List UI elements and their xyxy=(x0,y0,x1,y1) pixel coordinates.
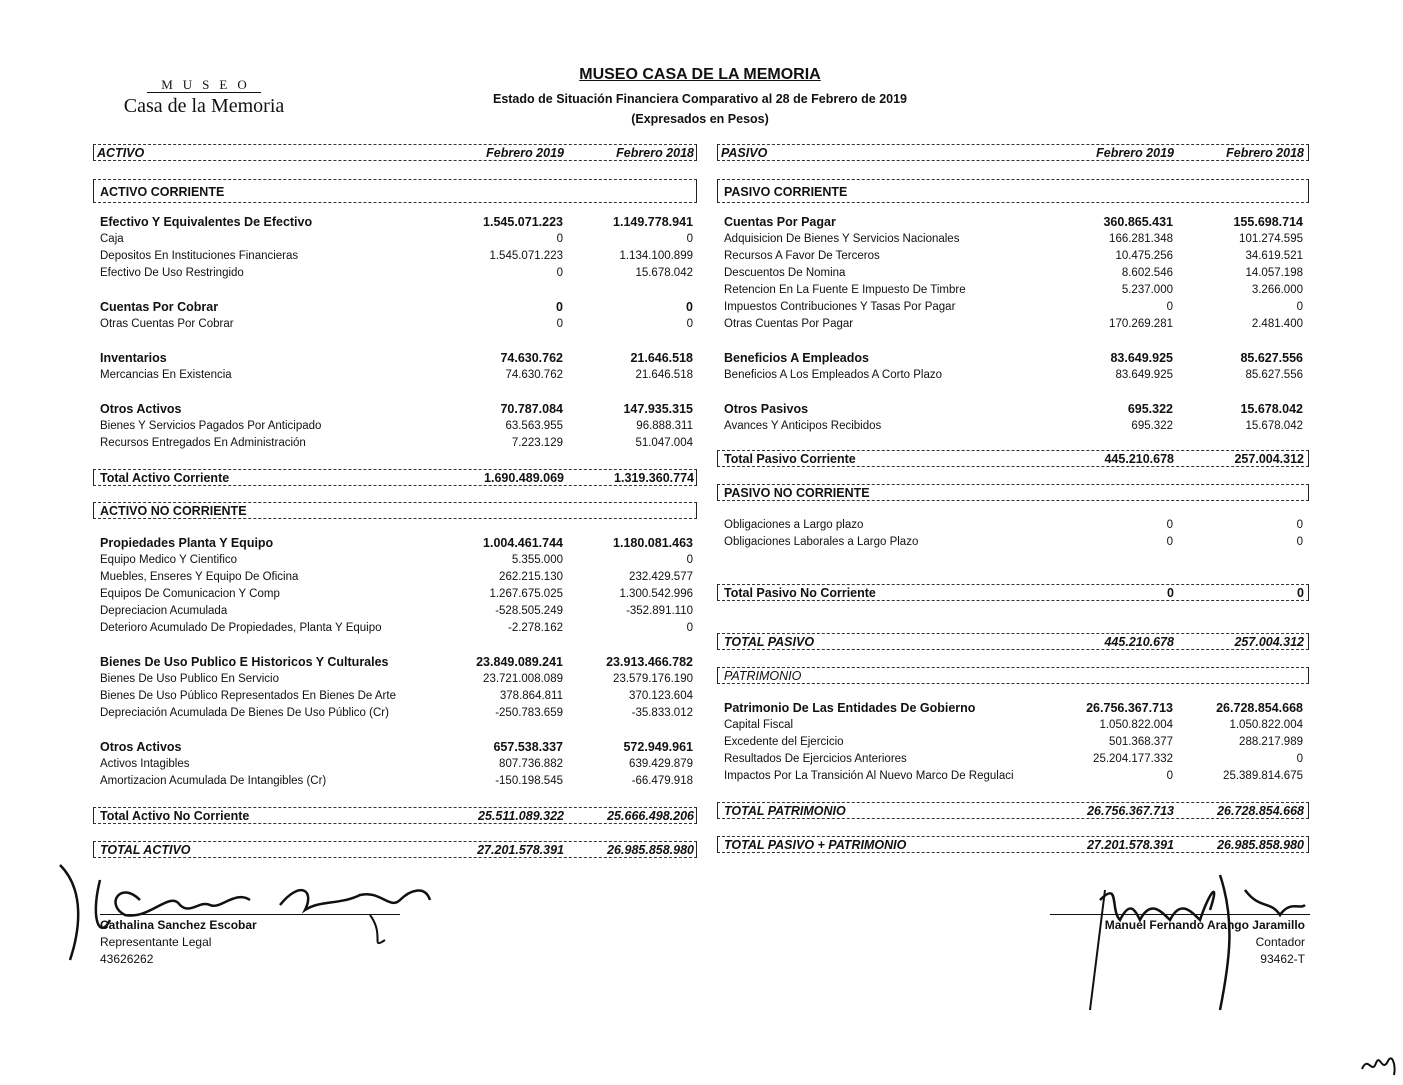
value-2018: 0 xyxy=(1296,753,1303,765)
section-title: ACTIVO NO CORRIENTE xyxy=(100,504,247,518)
value-2019: 0 xyxy=(1166,301,1173,313)
item-row xyxy=(717,418,1309,435)
value-2018: 0 xyxy=(1296,519,1303,531)
value-2019: 5.237.000 xyxy=(1121,284,1173,296)
right-signature-block xyxy=(1020,917,1305,968)
group-label: Inventarios xyxy=(100,351,167,365)
value-2018: 1.134.100.899 xyxy=(619,250,693,262)
value-2019: 445.210.678 xyxy=(1104,635,1174,649)
value-2019: 0 xyxy=(1166,770,1173,782)
item-row xyxy=(93,705,697,722)
item-label: Muebles, Enseres Y Equipo De Oficina xyxy=(100,571,299,583)
value-2018: 0 xyxy=(686,622,693,634)
group-label: Otros Pasivos xyxy=(724,402,809,416)
group-label: Patrimonio De Las Entidades De Gobierno xyxy=(724,701,976,715)
item-row xyxy=(93,688,697,705)
activo-header-row xyxy=(93,144,697,161)
value-2019: 25.204.177.332 xyxy=(1093,753,1173,765)
item-label: Resultados De Ejercicios Anteriores xyxy=(724,753,907,765)
value-2019: 657.538.337 xyxy=(493,740,563,754)
item-label: Recursos A Favor De Terceros xyxy=(724,250,880,262)
group-row xyxy=(93,299,697,316)
col-2019-label: Febrero 2019 xyxy=(486,146,564,160)
value-2018: 639.429.879 xyxy=(629,758,693,770)
item-row xyxy=(717,316,1309,333)
value-2019: 0 xyxy=(556,233,563,245)
value-2018: 85.627.556 xyxy=(1245,369,1303,381)
document-title: MUSEO CASA DE LA MEMORIA xyxy=(579,66,821,83)
item-row xyxy=(93,435,697,452)
item-row xyxy=(717,367,1309,384)
value-2018: 26.728.854.668 xyxy=(1216,701,1303,715)
value-2018: 1.050.822.004 xyxy=(1229,719,1303,731)
group-row xyxy=(93,535,697,552)
item-label: Depositos En Instituciones Financieras xyxy=(100,250,299,262)
value-2018: 370.123.604 xyxy=(629,690,693,702)
value-2018: 15.678.042 xyxy=(1245,420,1303,432)
item-label: Recursos Entregados En Administración xyxy=(100,437,306,449)
item-row xyxy=(717,534,1309,551)
currency-note: (Expresados en Pesos) xyxy=(631,112,769,126)
total-label: Total Pasivo Corriente xyxy=(724,452,856,466)
value-2018: 26.985.858.980 xyxy=(1217,838,1304,852)
item-row xyxy=(717,282,1309,299)
value-2018: 0 xyxy=(1297,586,1304,600)
museum-logo xyxy=(104,76,304,117)
value-2019: 74.630.762 xyxy=(505,369,563,381)
group-row xyxy=(717,700,1309,717)
item-row xyxy=(717,231,1309,248)
item-row xyxy=(93,552,697,569)
signer-role: Contador xyxy=(1255,935,1305,949)
item-row xyxy=(93,248,697,265)
value-2019: 74.630.762 xyxy=(500,351,563,365)
total-label: TOTAL ACTIVO xyxy=(100,843,191,857)
value-2019: 10.475.256 xyxy=(1115,250,1173,262)
value-2019: 0 xyxy=(556,300,563,314)
signer-id: 43626262 xyxy=(100,952,154,966)
value-2018: 0 xyxy=(686,554,693,566)
value-2018: 3.266.000 xyxy=(1251,284,1303,296)
value-2019: 1.545.071.223 xyxy=(483,215,563,229)
value-2019: 26.756.367.713 xyxy=(1087,804,1174,818)
value-2018: 0 xyxy=(686,300,693,314)
value-2018: 572.949.961 xyxy=(623,740,693,754)
item-label: Otras Cuentas Por Pagar xyxy=(724,318,854,330)
value-2018: 0 xyxy=(1296,536,1303,548)
item-label: Efectivo De Uso Restringido xyxy=(100,267,244,279)
item-row xyxy=(717,751,1309,768)
total-label: Total Activo Corriente xyxy=(100,471,230,485)
value-2019: 262.215.130 xyxy=(499,571,563,583)
value-2019: 807.736.882 xyxy=(499,758,563,770)
activo-corriente-section xyxy=(93,179,697,203)
group-label: Cuentas Por Pagar xyxy=(724,215,836,229)
value-2018: 15.678.042 xyxy=(635,267,693,279)
patrimonio-header-row xyxy=(717,667,1309,684)
value-2019: 0 xyxy=(1167,586,1174,600)
value-2018: -66.479.918 xyxy=(631,775,693,787)
item-label: Bienes De Uso Publico En Servicio xyxy=(100,673,279,685)
section-title: PASIVO NO CORRIENTE xyxy=(724,486,870,500)
value-2019: 7.223.129 xyxy=(511,437,563,449)
value-2019: 695.322 xyxy=(1127,402,1173,416)
value-2018: 51.047.004 xyxy=(635,437,693,449)
group-row xyxy=(93,401,697,418)
item-label: Excedente del Ejercicio xyxy=(724,736,844,748)
value-2018: 0 xyxy=(1296,301,1303,313)
total-label: TOTAL PASIVO xyxy=(724,635,815,649)
value-2018: 155.698.714 xyxy=(1233,215,1303,229)
total-patrimonio-row xyxy=(717,802,1309,819)
value-2019: 26.756.367.713 xyxy=(1086,701,1173,715)
col-2018-label: Febrero 2018 xyxy=(1226,146,1304,160)
item-label: Depreciación Acumulada De Bienes De Uso Público (Cr) xyxy=(100,707,389,719)
item-row xyxy=(93,265,697,282)
total-label: Total Activo No Corriente xyxy=(100,809,250,823)
value-2019: 70.787.084 xyxy=(500,402,563,416)
value-2018: 26.985.858.980 xyxy=(607,843,694,857)
value-2018: 25.389.814.675 xyxy=(1223,770,1303,782)
value-2019: 0 xyxy=(1166,536,1173,548)
signer-name: Manuel Fernando Arango Jaramillo xyxy=(1104,918,1305,932)
total-pasivo-row xyxy=(717,633,1309,650)
value-2019: 83.649.925 xyxy=(1115,369,1173,381)
group-label: Otros Activos xyxy=(100,740,182,754)
group-label: Beneficios A Empleados xyxy=(724,351,869,365)
item-label: Impactos Por La Transición Al Nuevo Marco De Regulaci xyxy=(724,770,1014,782)
value-2019: 1.690.489.069 xyxy=(484,471,564,485)
item-label: Obligaciones a Largo plazo xyxy=(724,519,864,531)
item-row xyxy=(717,517,1309,534)
value-2019: 63.563.955 xyxy=(505,420,563,432)
value-2018: 1.319.360.774 xyxy=(614,471,694,485)
item-label: Obligaciones Laborales a Largo Plazo xyxy=(724,536,919,548)
item-label: Bienes Y Servicios Pagados Por Anticipado xyxy=(100,420,322,432)
logo-museo-text: MUSEO xyxy=(147,77,261,93)
value-2019: 5.355.000 xyxy=(511,554,563,566)
value-2018: 0 xyxy=(686,233,693,245)
value-2019: 0 xyxy=(556,267,563,279)
item-label: Impuestos Contribuciones Y Tasas Por Pagar xyxy=(724,301,956,313)
item-row xyxy=(93,603,697,620)
group-row xyxy=(93,350,697,367)
group-label: Efectivo Y Equivalentes De Efectivo xyxy=(100,215,313,229)
value-2018: 101.274.595 xyxy=(1239,233,1303,245)
group-row xyxy=(717,214,1309,231)
total-activo-corriente-row xyxy=(93,469,697,486)
item-label: Amortizacion Acumulada De Intangibles (Cr) xyxy=(100,775,327,787)
item-label: Capital Fiscal xyxy=(724,719,794,731)
total-activo-no-corriente-row xyxy=(93,807,697,824)
value-2019: -150.198.545 xyxy=(495,775,563,787)
value-2018: 15.678.042 xyxy=(1240,402,1303,416)
activo-no-corriente-section xyxy=(93,502,697,519)
value-2019: 501.368.377 xyxy=(1109,736,1173,748)
item-row xyxy=(93,671,697,688)
value-2019: 378.864.811 xyxy=(499,690,563,702)
value-2019: 27.201.578.391 xyxy=(1087,838,1174,852)
group-row xyxy=(93,654,697,671)
item-label: Deterioro Acumulado De Propiedades, Planta Y Equipo xyxy=(100,622,382,634)
value-2018: 232.429.577 xyxy=(629,571,693,583)
value-2018: 288.217.989 xyxy=(1239,736,1303,748)
pasivo-corriente-section xyxy=(717,179,1309,203)
value-2019: 23.849.089.241 xyxy=(476,655,563,669)
value-2019: 170.269.281 xyxy=(1109,318,1173,330)
value-2018: 1.180.081.463 xyxy=(613,536,693,550)
item-row xyxy=(717,299,1309,316)
value-2019: 23.721.008.089 xyxy=(483,673,563,685)
group-label: Bienes De Uso Publico E Historicos Y Culturales xyxy=(100,655,389,669)
item-row xyxy=(93,569,697,586)
item-row xyxy=(717,717,1309,734)
initials-mark xyxy=(1358,1045,1400,1081)
value-2018: 147.935.315 xyxy=(623,402,693,416)
group-row xyxy=(717,350,1309,367)
value-2018: 14.057.198 xyxy=(1245,267,1303,279)
value-2018: 257.004.312 xyxy=(1234,452,1304,466)
value-2018: 34.619.521 xyxy=(1245,250,1303,262)
value-2019: 0 xyxy=(556,318,563,330)
value-2019: -250.783.659 xyxy=(495,707,563,719)
value-2018: 257.004.312 xyxy=(1234,635,1304,649)
pasivo-heading: PASIVO xyxy=(721,146,768,160)
value-2018: 85.627.556 xyxy=(1240,351,1303,365)
total-label: TOTAL PASIVO + PATRIMONIO xyxy=(724,838,907,852)
value-2019: 445.210.678 xyxy=(1104,452,1174,466)
item-label: Avances Y Anticipos Recibidos xyxy=(724,420,882,432)
section-title: ACTIVO CORRIENTE xyxy=(100,185,225,199)
signer-role: Representante Legal xyxy=(100,935,212,949)
item-label: Depreciacion Acumulada xyxy=(100,605,228,617)
group-label: Propiedades Planta Y Equipo xyxy=(100,536,274,550)
pasivo-column xyxy=(717,144,1309,853)
left-signature-block xyxy=(100,917,257,968)
item-row xyxy=(717,768,1309,785)
pasivo-no-corriente-section xyxy=(717,484,1309,501)
item-row xyxy=(93,586,697,603)
item-row xyxy=(93,231,697,248)
col-2018-label: Febrero 2018 xyxy=(616,146,694,160)
group-row xyxy=(717,401,1309,418)
value-2018: 1.300.542.996 xyxy=(619,588,693,600)
value-2019: -528.505.249 xyxy=(495,605,563,617)
value-2019: 360.865.431 xyxy=(1103,215,1173,229)
item-row xyxy=(93,418,697,435)
item-label: Beneficios A Los Empleados A Corto Plazo xyxy=(724,369,942,381)
item-row xyxy=(93,367,697,384)
value-2018: 0 xyxy=(686,318,693,330)
activo-heading: ACTIVO xyxy=(97,146,145,160)
col-2019-label: Febrero 2019 xyxy=(1096,146,1174,160)
value-2018: 26.728.854.668 xyxy=(1217,804,1304,818)
pasivo-header-row xyxy=(717,144,1309,161)
value-2018: 21.646.518 xyxy=(630,351,693,365)
logo-casa-text: Casa de la Memoria xyxy=(123,95,285,117)
item-row xyxy=(93,620,697,637)
item-label: Activos Intagibles xyxy=(100,758,190,770)
total-pasivo-no-corriente-row xyxy=(717,584,1309,601)
group-row xyxy=(93,739,697,756)
value-2019: 166.281.348 xyxy=(1109,233,1173,245)
item-label: Descuentos De Nomina xyxy=(724,267,846,279)
item-label: Retencion En La Fuente E Impuesto De Timbre xyxy=(724,284,966,296)
total-label: Total Pasivo No Corriente xyxy=(724,586,876,600)
signer-id: 93462-T xyxy=(1260,952,1305,966)
value-2019: 83.649.925 xyxy=(1110,351,1173,365)
value-2019: 695.322 xyxy=(1131,420,1173,432)
item-label: Mercancias En Existencia xyxy=(100,369,232,381)
group-label: Otros Activos xyxy=(100,402,182,416)
total-pasivo-patrimonio-row xyxy=(717,836,1309,853)
value-2018: -35.833.012 xyxy=(631,707,693,719)
item-label: Caja xyxy=(100,233,124,245)
item-label: Adquisicion De Bienes Y Servicios Nacionales xyxy=(724,233,960,245)
item-label: Otras Cuentas Por Cobrar xyxy=(100,318,234,330)
value-2018: -352.891.110 xyxy=(626,605,693,617)
item-row xyxy=(93,756,697,773)
group-row xyxy=(93,214,697,231)
value-2019: 0 xyxy=(1166,519,1173,531)
item-row xyxy=(717,265,1309,282)
signer-name: Cathalina Sanchez Escobar xyxy=(100,918,257,932)
value-2019: 25.511.089.322 xyxy=(478,809,564,823)
section-title: PASIVO CORRIENTE xyxy=(724,185,848,199)
total-pasivo-corriente-row xyxy=(717,450,1309,467)
total-activo-row xyxy=(93,841,697,858)
item-row xyxy=(717,248,1309,265)
document-subtitle: Estado de Situación Financiera Comparativo al 28 de Febrero de 2019 xyxy=(492,92,908,106)
value-2018: 23.913.466.782 xyxy=(606,655,693,669)
activo-column xyxy=(93,144,697,858)
value-2018: 96.888.311 xyxy=(636,420,693,432)
value-2018: 23.579.176.190 xyxy=(613,673,693,685)
value-2018: 2.481.400 xyxy=(1251,318,1303,330)
value-2018: 21.646.518 xyxy=(635,369,693,381)
value-2019: -2.278.162 xyxy=(508,622,563,634)
value-2018: 1.149.778.941 xyxy=(613,215,693,229)
value-2019: 8.602.546 xyxy=(1121,267,1173,279)
value-2019: 1.545.071.223 xyxy=(489,250,563,262)
group-label: Cuentas Por Cobrar xyxy=(100,300,219,314)
item-label: Bienes De Uso Público Representados En Bienes De Arte xyxy=(100,690,396,702)
value-2019: 1.004.461.744 xyxy=(483,536,563,550)
value-2019: 1.267.675.025 xyxy=(489,588,563,600)
item-label: Equipos De Comunicacion Y Comp xyxy=(100,588,280,600)
item-row xyxy=(717,734,1309,751)
total-label: TOTAL PATRIMONIO xyxy=(724,804,846,818)
item-label: Equipo Medico Y Cientifico xyxy=(100,554,238,566)
patrimonio-heading: PATRIMONIO xyxy=(724,669,802,683)
value-2019: 27.201.578.391 xyxy=(477,843,564,857)
item-row xyxy=(93,773,697,790)
item-row xyxy=(93,316,697,333)
value-2018: 25.666.498.206 xyxy=(607,809,694,823)
value-2019: 1.050.822.004 xyxy=(1099,719,1173,731)
